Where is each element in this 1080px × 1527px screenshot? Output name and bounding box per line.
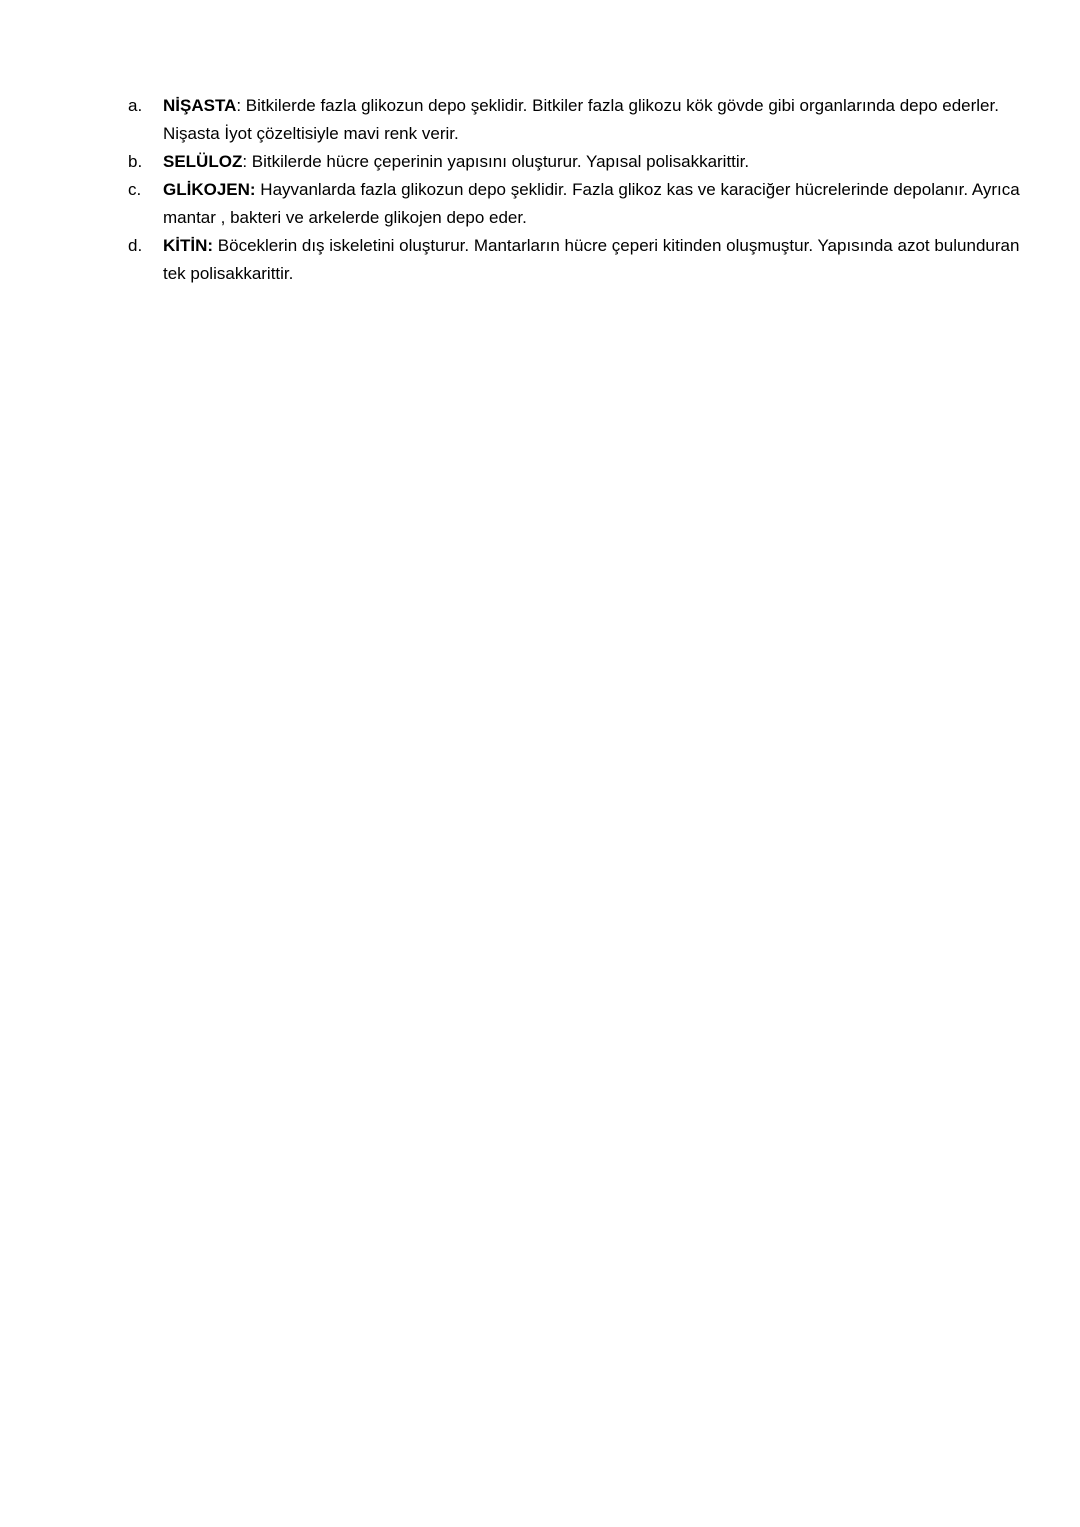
definition-kitin: Böceklerin dış iskeletini oluşturur. Mantarların hücre çeperi kitinden oluşmuştur. Yapısında azot bulunduran tek polisakkarittir. (163, 236, 1020, 283)
list-marker: c. (128, 180, 142, 199)
list-marker: d. (128, 236, 143, 255)
polysaccharide-list (128, 92, 1028, 288)
term-nisasta: NİŞASTA (163, 96, 237, 115)
list-item-kitin (128, 232, 1028, 288)
definition-seluloz: : Bitkilerde hücre çeperinin yapısını oluşturur. Yapısal polisakkarittir. (242, 152, 750, 171)
definition-glikojen: Hayvanlarda fazla glikozun depo şeklidir. Fazla glikoz kas ve karaciğer hücrelerinde depolanır. Ayrıca mantar , bakteri ve arkelerde glikojen depo eder. (163, 180, 1020, 227)
term-seluloz: SELÜLOZ (163, 152, 243, 171)
list-marker: a. (128, 96, 143, 115)
list-marker: b. (128, 152, 143, 171)
definition-nisasta: : Bitkilerde fazla glikozun depo şeklidir. Bitkiler fazla glikozu kök gövde gibi organlarında depo ederler. Nişasta İyot çözeltisiyle mavi renk verir. (163, 96, 999, 143)
term-glikojen: GLİKOJEN: (163, 180, 256, 199)
list-item-glikojen (128, 176, 1028, 232)
list-item-nisasta (128, 92, 1028, 148)
term-kitin: KİTİN: (163, 236, 214, 255)
list-item-seluloz (128, 148, 1028, 176)
